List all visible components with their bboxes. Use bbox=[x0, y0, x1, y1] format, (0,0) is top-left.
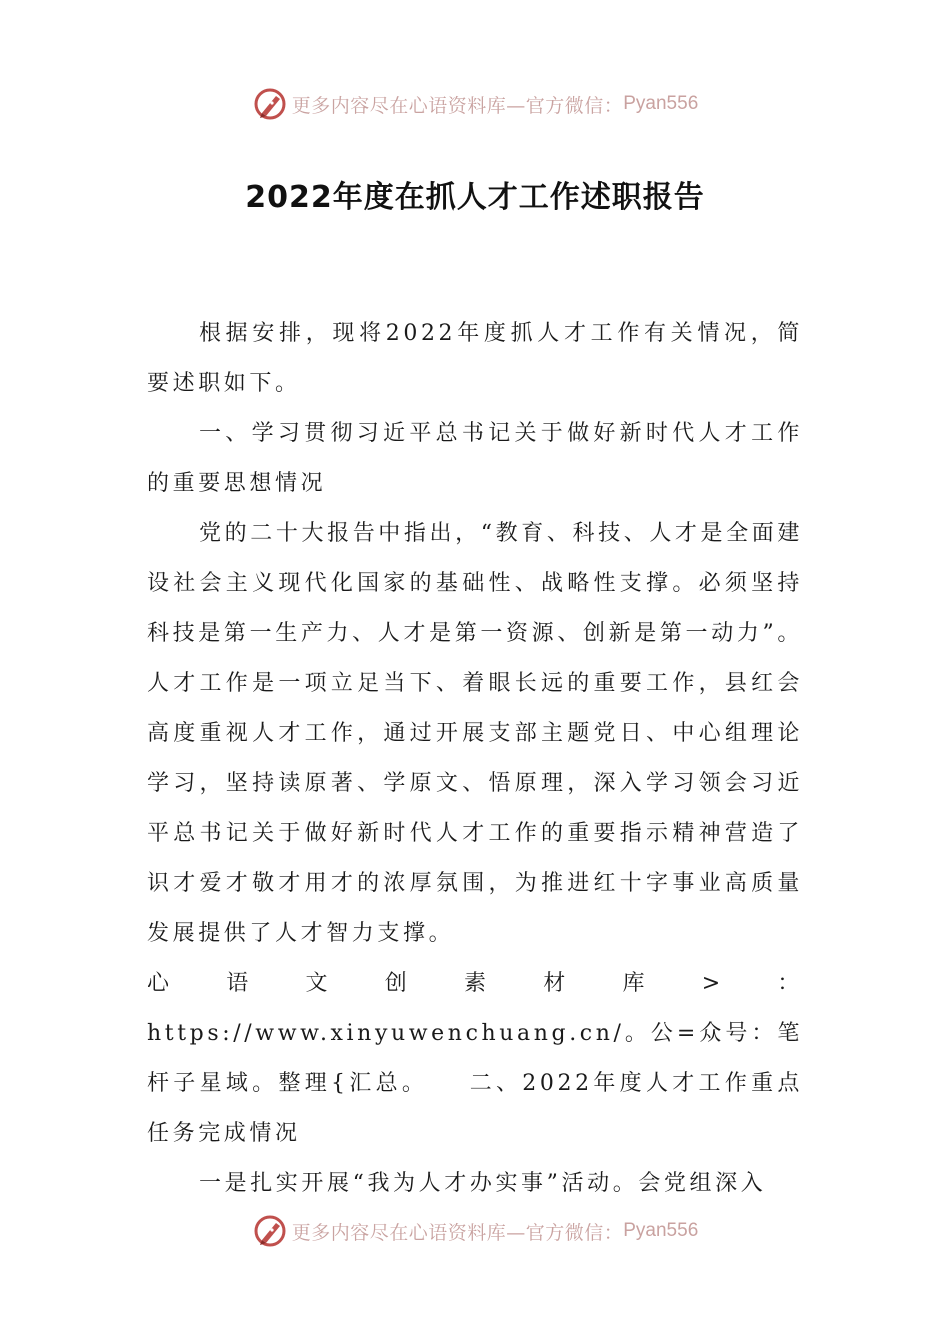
header-watermark bbox=[0, 84, 950, 124]
footer-watermark bbox=[0, 1211, 950, 1251]
pen-in-circle-icon bbox=[252, 1213, 288, 1249]
paragraph-source-note: 心语文创素材库>：https://www.xinyuwenchuang.cn/。公=众号：笔杆子星域。整理{汇总。 二、2022年度人才工作重点任务完成情况 bbox=[147, 971, 803, 1146]
watermark-text: 更多内容尽在心语资料库—官方微信： bbox=[291, 1221, 624, 1244]
paragraph-2: 一是扎实开展“我为人才办实事”活动。会党组深入 bbox=[199, 1171, 767, 1196]
document-body bbox=[147, 309, 803, 1209]
watermark-id: Pyan556 bbox=[623, 1220, 699, 1241]
document-title: 2022年度在抓人才工作述职报告 bbox=[245, 180, 705, 215]
watermark-text: 更多内容尽在心语资料库—官方微信： bbox=[291, 94, 624, 117]
paragraph-intro: 根据安排，现将2022年度抓人才工作有关情况，简要述职如下。 bbox=[147, 321, 803, 396]
section-heading-1: 一、学习贯彻习近平总书记关于做好新时代人才工作的重要思想情况 bbox=[147, 421, 803, 496]
watermark-id: Pyan556 bbox=[623, 93, 699, 114]
pen-in-circle-icon bbox=[252, 86, 288, 122]
paragraph-1: 党的二十大报告中指出，“教育、科技、人才是全面建设社会主义现代化国家的基础性、战略性支撑。必须坚持科技是第一生产力、人才是第一资源、创新是第一动力”。人才工作是一项立足当下、着眼长远的重要工作，县红会高度重视人才工作，通过开展支部主题党日、中心组理论学习，坚持读原著、学原文、悟原理，深入学习领会习近平总书记关于做好新时代人才工作的重要指示精神营造了识才爱才敬才用才的浓厚氛围，为推进红十字事业高质量发展提供了人才智力支撑。 bbox=[147, 521, 803, 946]
